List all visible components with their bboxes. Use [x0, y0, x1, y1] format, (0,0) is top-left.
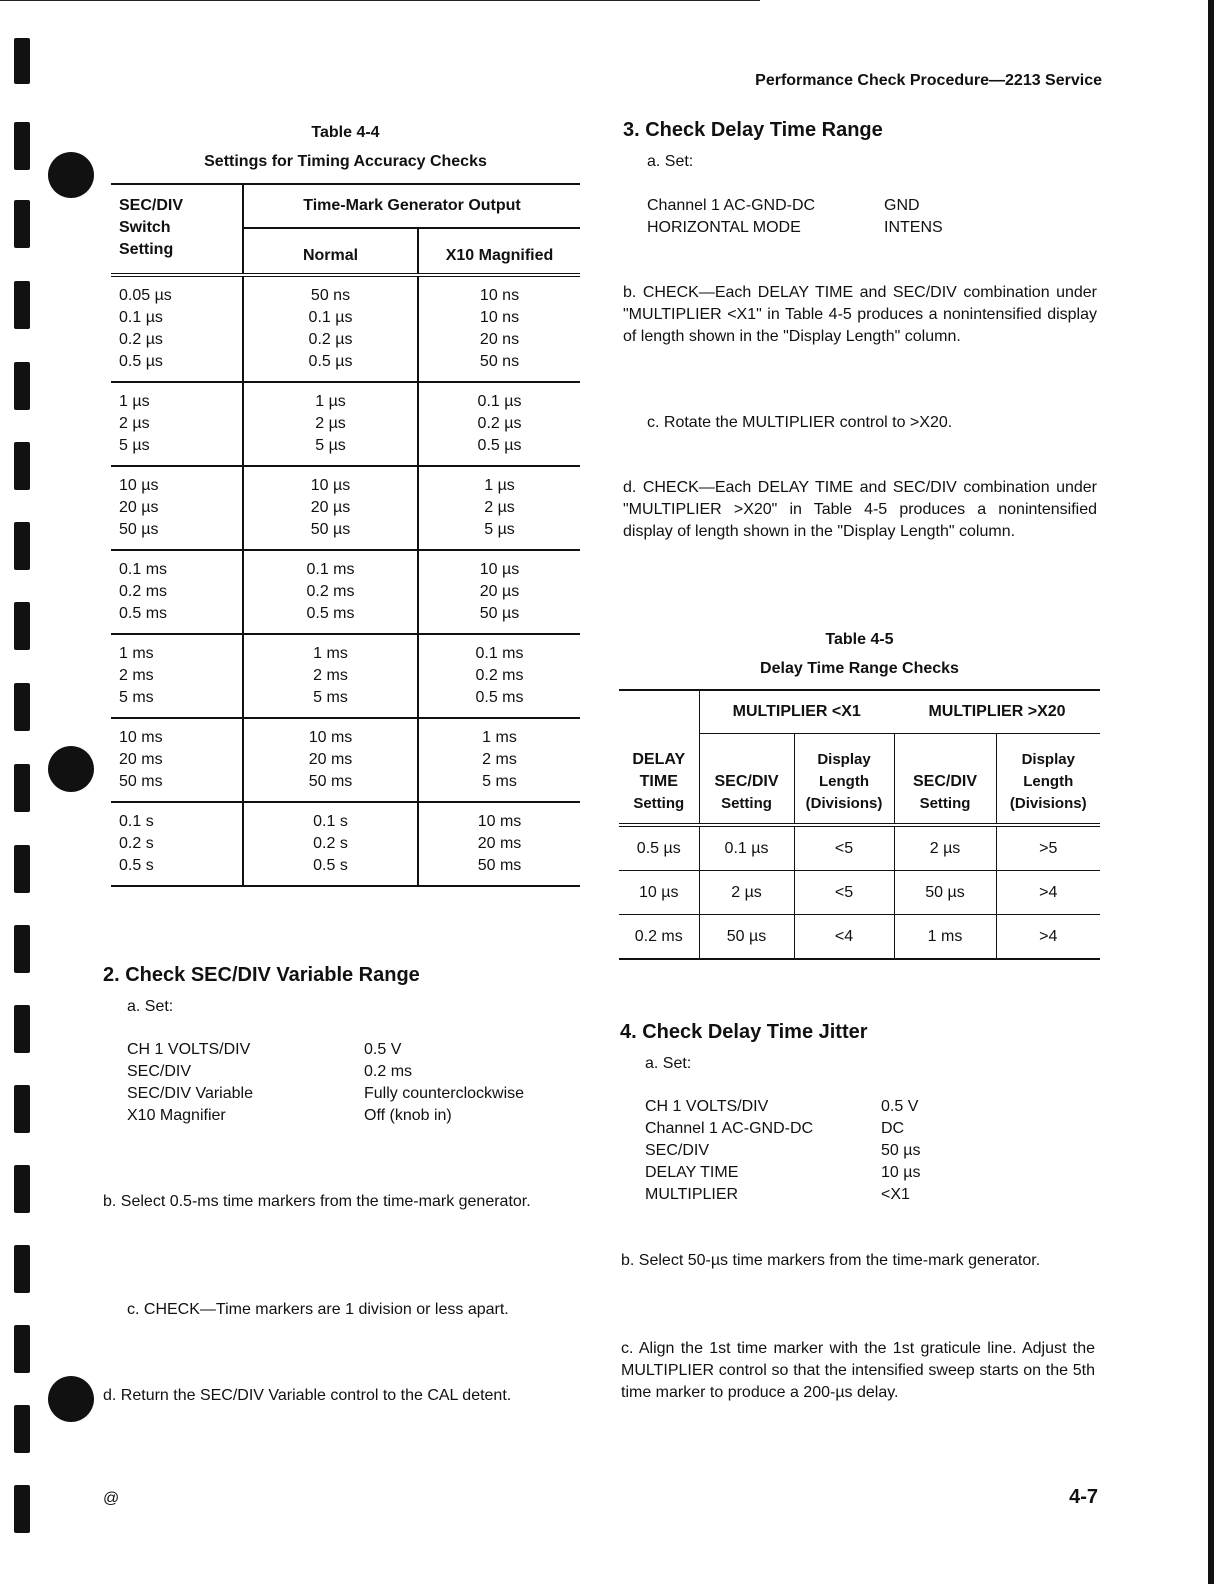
binding-mark — [14, 1405, 30, 1453]
cell-value: 1 ms — [119, 645, 154, 662]
cell-secdiv — [111, 718, 243, 802]
cell-value: 5 µs — [315, 437, 346, 454]
step-2-title: 2. Check SEC/DIV Variable Range — [103, 964, 420, 986]
cell-value: 5 µs — [119, 437, 150, 454]
step-3-settings — [647, 195, 943, 239]
table-4-5-title: Delay Time Range Checks — [760, 660, 959, 677]
binding-mark — [14, 1485, 30, 1533]
cell-display-x20: >4 — [1039, 883, 1058, 901]
cell-secdiv-x20: 50 µs — [894, 871, 996, 915]
step-3a: a. Set: — [647, 153, 694, 170]
col-x10-header: X10 Magnified — [445, 247, 554, 264]
cell-value: 2 µs — [119, 415, 150, 432]
cell-value: 1 ms — [482, 729, 517, 746]
cell-x10 — [418, 550, 580, 634]
cell-value: 0.5 µs — [308, 353, 353, 370]
cell-value: 0.2 s — [313, 835, 348, 852]
cell-value: 2 ms — [119, 667, 154, 684]
cell-value: 0.2 ms — [306, 583, 355, 600]
cell-secdiv-x20: 1 ms — [894, 915, 996, 960]
cell-value: 5 ms — [482, 773, 517, 790]
cell-value: 1 µs — [315, 393, 346, 410]
cell-value: 10 ns — [479, 287, 520, 304]
cell-display-x20: >5 — [1039, 839, 1058, 857]
cell-value: 0.2 ms — [119, 583, 168, 600]
step-4-settings — [645, 1096, 920, 1206]
setting-row: CH 1 VOLTS/DIV 0.5 V — [127, 1041, 402, 1058]
cell-normal — [243, 466, 418, 550]
step-3c: c. Rotate the MULTIPLIER control to >X20. — [647, 414, 953, 431]
cell-value: 1 µs — [484, 477, 515, 494]
cell-normal — [243, 382, 418, 466]
step-2c: c. CHECK—Time markers are 1 division or less apart. — [127, 1301, 509, 1318]
cell-value: 20 µs — [119, 499, 159, 516]
cell-secdiv — [111, 382, 243, 466]
cell-secdiv-x1: 0.1 µs — [699, 825, 794, 871]
cell-value: 0.5 ms — [475, 689, 524, 706]
binding-mark — [14, 683, 30, 731]
setting-row: Channel 1 AC-GND-DC GND — [647, 197, 920, 214]
cell-value: 0.1 µs — [119, 309, 163, 326]
col-secdiv-header: SEC/DIV Switch Setting — [111, 184, 243, 275]
cell-value: 0.5 s — [313, 857, 348, 874]
cell-delay-time: 0.2 ms — [619, 915, 699, 960]
cell-value: 1 ms — [313, 645, 348, 662]
cell-delay-time: 10 µs — [619, 871, 699, 915]
binding-mark — [14, 122, 30, 170]
cell-value: 5 ms — [119, 689, 154, 706]
cell-value: 50 ms — [119, 773, 163, 790]
cell-value: 10 ms — [308, 729, 353, 746]
cell-value: 0.1 s — [119, 813, 154, 830]
cell-display-x1: <5 — [794, 871, 894, 915]
cell-x10 — [418, 275, 580, 382]
table-row — [111, 634, 580, 718]
cell-value: 0.2 s — [119, 835, 154, 852]
table-4-5-label: Table 4-5 — [825, 631, 894, 648]
cell-value: 10 ms — [119, 729, 163, 746]
binding-mark — [14, 1165, 30, 1213]
cell-x10 — [418, 802, 580, 886]
cell-value: 10 ms — [477, 813, 522, 830]
cell-secdiv — [111, 275, 243, 382]
cell-value: 0.05 µs — [119, 287, 172, 304]
cell-value: 10 µs — [479, 561, 520, 578]
table-4-4 — [111, 183, 580, 887]
cell-value: 0.2 µs — [477, 415, 522, 432]
cell-value: 0.2 ms — [475, 667, 524, 684]
step-2b: b. Select 0.5-ms time markers from the time-mark generator. — [103, 1193, 531, 1210]
cell-value: 5 µs — [484, 521, 515, 538]
right-edge-bar — [1208, 0, 1214, 1584]
cell-display-x1: <4 — [794, 915, 894, 960]
cell-secdiv-x1: 50 µs — [699, 915, 794, 960]
cell-value: 0.5 s — [119, 857, 154, 874]
cell-secdiv — [111, 550, 243, 634]
cell-value: 0.5 µs — [119, 353, 163, 370]
step-2-settings — [127, 1039, 524, 1127]
cell-value: 20 µs — [479, 583, 520, 600]
cell-value: 1 µs — [119, 393, 150, 410]
setting-row: DELAY TIME 10 µs — [645, 1164, 921, 1181]
cell-normal — [243, 550, 418, 634]
multiplier-x20-header: MULTIPLIER >X20 — [894, 690, 1100, 734]
cell-display-x20: >4 — [1039, 927, 1058, 945]
multiplier-x1-header: MULTIPLIER <X1 — [699, 690, 894, 734]
cell-secdiv-x1: 2 µs — [699, 871, 794, 915]
cell-value: 10 ns — [479, 309, 520, 326]
setting-row: SEC/DIV 0.2 ms — [127, 1063, 413, 1080]
binding-mark — [14, 281, 30, 329]
cell-value: 20 ms — [308, 751, 353, 768]
cell-value: 2 µs — [484, 499, 515, 516]
col-display-x20-header: Display Length (Divisions) — [1009, 751, 1087, 812]
cell-secdiv-x20: 2 µs — [894, 825, 996, 871]
step-4a: a. Set: — [645, 1055, 692, 1072]
cell-value: 20 µs — [310, 499, 351, 516]
cell-value: 5 ms — [313, 689, 348, 706]
cell-value: 50 ns — [310, 287, 351, 304]
cell-normal — [243, 718, 418, 802]
binding-mark — [14, 522, 30, 570]
cell-value: 0.1 ms — [475, 645, 524, 662]
cell-value: 50 ns — [479, 353, 520, 370]
cell-secdiv — [111, 634, 243, 718]
setting-row: Channel 1 AC-GND-DC DC — [645, 1120, 905, 1137]
cell-value: 0.1 ms — [119, 561, 168, 578]
page-number: 4-7 — [1069, 1486, 1098, 1508]
cell-value: 20 ns — [479, 331, 520, 348]
cell-value: 50 µs — [479, 605, 520, 622]
cell-normal — [243, 802, 418, 886]
step-4b: b. Select 50-µs time markers from the time-mark generator. — [621, 1252, 1041, 1269]
step-2d: d. Return the SEC/DIV Variable control to the CAL detent. — [103, 1387, 512, 1404]
table-row — [111, 550, 580, 634]
col-display-x1-header: Display Length (Divisions) — [794, 734, 894, 826]
table-row — [111, 382, 580, 466]
cell-value: 50 ms — [477, 857, 522, 874]
cell-value: 0.2 µs — [308, 331, 353, 348]
table-4-5 — [619, 689, 1100, 960]
table-row — [111, 275, 580, 382]
cell-value: 0.5 ms — [119, 605, 168, 622]
cell-x10 — [418, 718, 580, 802]
binding-mark — [14, 1325, 30, 1373]
punch-hole — [48, 746, 94, 792]
binding-mark — [14, 1085, 30, 1133]
cell-value: 2 ms — [313, 667, 348, 684]
punch-hole — [48, 152, 94, 198]
binding-mark — [14, 200, 30, 248]
binding-mark — [14, 38, 30, 84]
cell-value: 10 µs — [119, 477, 159, 494]
table-row — [619, 915, 1100, 960]
binding-mark — [14, 602, 30, 650]
time-mark-group-header: Time-Mark Generator Output — [243, 184, 580, 228]
binding-mark — [14, 925, 30, 973]
table-row — [619, 871, 1100, 915]
col-secdiv-x20-header: SEC/DIV Setting — [894, 734, 996, 826]
setting-row: X10 Magnifier Off (knob in) — [127, 1107, 452, 1124]
cell-value: 0.1 ms — [306, 561, 355, 578]
step-3d: d. CHECK—Each DELAY TIME and SEC/DIV combination under "MULTIPLIER >X20" in Table 4-5 produces a nonintensified display of length shown in the "Display Length" column. — [623, 479, 1097, 540]
table-row — [111, 718, 580, 802]
setting-row: HORIZONTAL MODE INTENS — [647, 219, 943, 236]
cell-value: 2 µs — [315, 415, 346, 432]
table-4-4-label: Table 4-4 — [311, 124, 380, 141]
step-3b: b. CHECK—Each DELAY TIME and SEC/DIV combination under "MULTIPLIER <X1" in Table 4-5 produces a nonintensified display of length shown in the "Display Length" column. — [623, 284, 1097, 345]
binding-mark — [14, 442, 30, 490]
page-header: Performance Check Procedure—2213 Service — [755, 72, 1102, 89]
punch-hole — [48, 1376, 94, 1422]
setting-row: MULTIPLIER <X1 — [645, 1186, 910, 1203]
binding-mark — [14, 845, 30, 893]
step-3-title: 3. Check Delay Time Range — [623, 119, 883, 141]
cell-value: 0.5 ms — [306, 605, 355, 622]
setting-row: SEC/DIV Variable Fully counterclockwise — [127, 1085, 525, 1102]
cell-value: 50 µs — [310, 521, 351, 538]
top-rule — [0, 0, 760, 1]
cell-value: 0.1 s — [313, 813, 348, 830]
cell-x10 — [418, 382, 580, 466]
cell-value: 10 µs — [310, 477, 351, 494]
col-secdiv-x1-header: SEC/DIV Setting — [699, 734, 794, 826]
binding-mark — [14, 1245, 30, 1293]
table-row — [111, 466, 580, 550]
cell-value: 50 µs — [119, 521, 159, 538]
cell-x10 — [418, 634, 580, 718]
cell-display-x1: <5 — [794, 825, 894, 871]
binding-mark — [14, 362, 30, 410]
cell-value: 20 ms — [119, 751, 163, 768]
cell-value: 0.5 µs — [477, 437, 522, 454]
step-4c: c. Align the 1st time marker with the 1st graticule line. Adjust the MULTIPLIER control so that the intensified sweep starts on the 5th time marker to produce a 200-µs delay. — [621, 1340, 1095, 1401]
binding-mark — [14, 764, 30, 812]
step-2a: a. Set: — [127, 998, 174, 1015]
cell-value: 0.1 µs — [308, 309, 353, 326]
cell-normal — [243, 634, 418, 718]
cell-secdiv — [111, 802, 243, 886]
table-row — [111, 802, 580, 886]
col-normal-header: Normal — [243, 228, 418, 275]
cell-value: 0.1 µs — [477, 393, 522, 410]
footer-mark: @ — [103, 1490, 120, 1507]
step-4-title: 4. Check Delay Time Jitter — [620, 1021, 868, 1043]
setting-row: CH 1 VOLTS/DIV 0.5 V — [645, 1098, 919, 1115]
cell-delay-time: 0.5 µs — [619, 825, 699, 871]
cell-value: 50 ms — [308, 773, 353, 790]
setting-row: SEC/DIV 50 µs — [645, 1142, 921, 1159]
cell-value: 0.2 µs — [119, 331, 163, 348]
table-4-4-title: Settings for Timing Accuracy Checks — [204, 153, 487, 170]
cell-secdiv — [111, 466, 243, 550]
cell-value: 20 ms — [477, 835, 522, 852]
col-delay-time-header: DELAY TIME Setting — [619, 690, 699, 825]
cell-normal — [243, 275, 418, 382]
binding-mark — [14, 1005, 30, 1053]
table-row — [619, 825, 1100, 871]
cell-x10 — [418, 466, 580, 550]
cell-value: 2 ms — [482, 751, 517, 768]
